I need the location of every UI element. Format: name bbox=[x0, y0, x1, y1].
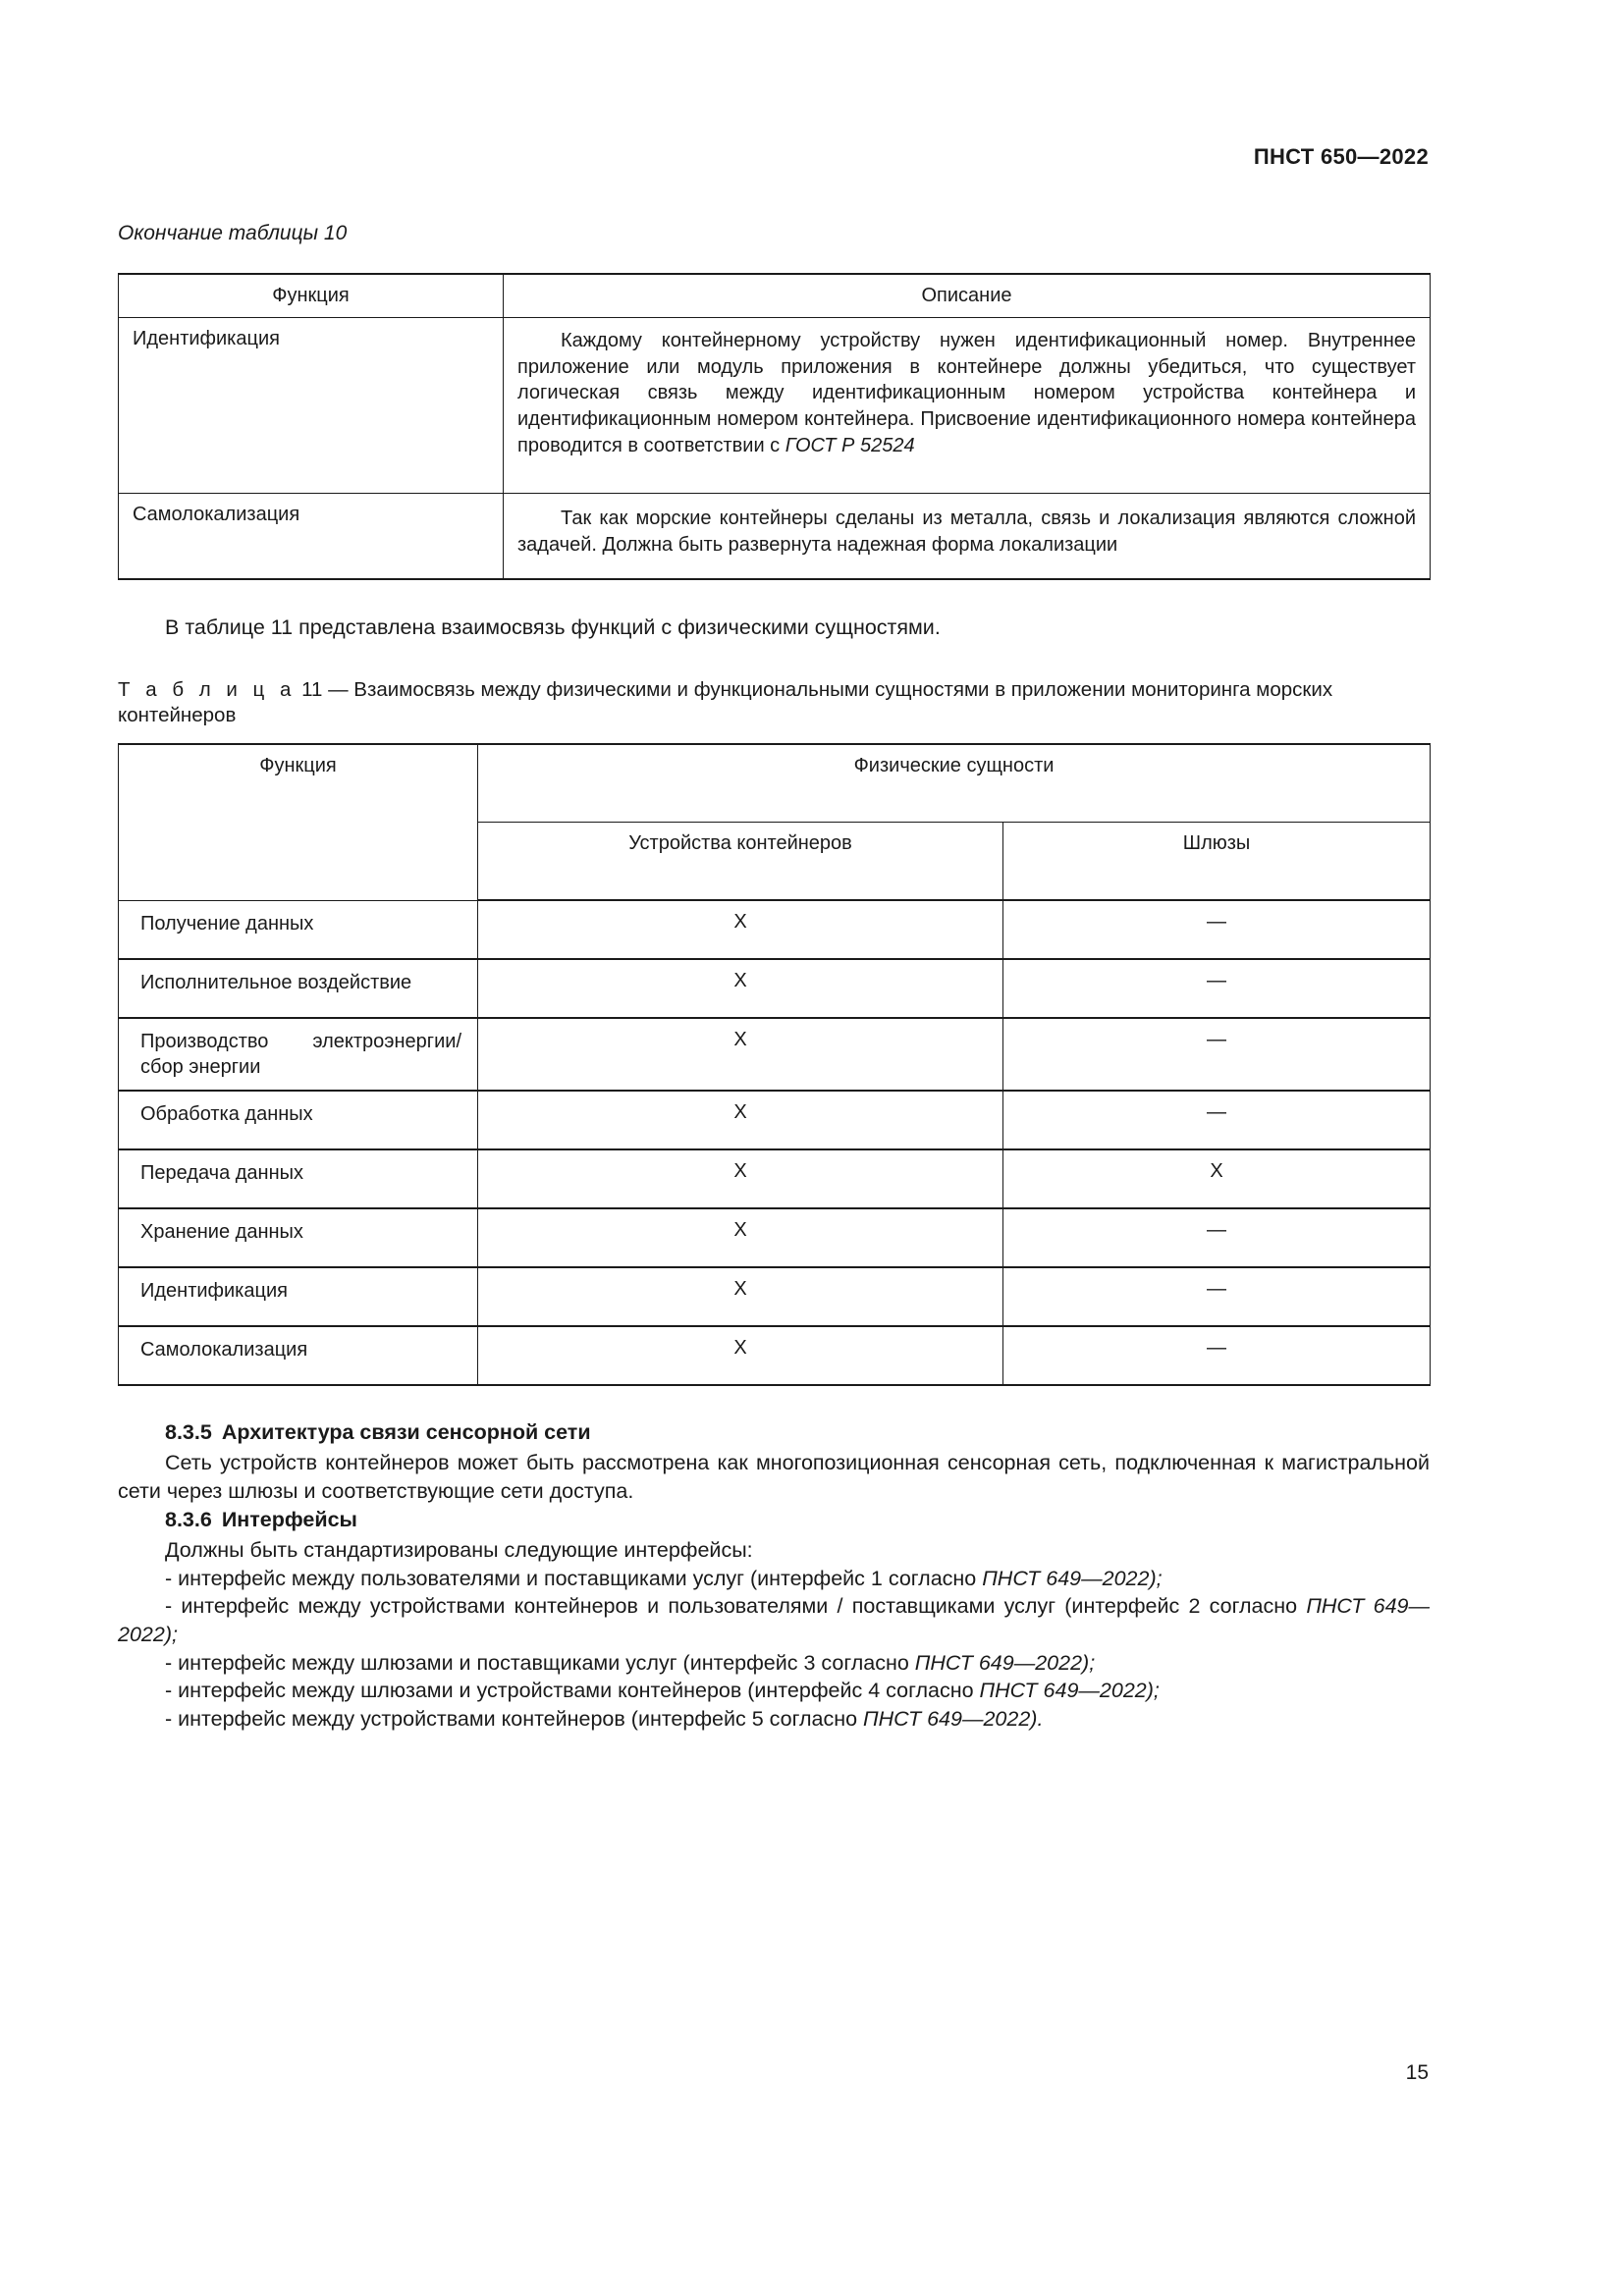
table-11 bbox=[118, 743, 1431, 1386]
table-10-head bbox=[119, 274, 1431, 318]
section-title: Архитектура связи сенсорной сети bbox=[221, 1420, 591, 1445]
standard-reference: ПНСТ 649—2022 bbox=[863, 1706, 1031, 1731]
list-item-text: - интерфейс между шлюзами и устройствами контейнеров (интерфейс 4 согласно bbox=[165, 1679, 980, 1703]
table-11-cell-function: Передача данных bbox=[119, 1149, 478, 1208]
table-row bbox=[119, 494, 1431, 580]
standard-reference: ПНСТ 649—2022 bbox=[982, 1566, 1150, 1590]
list-item bbox=[118, 1705, 1430, 1734]
table-10 bbox=[118, 273, 1431, 580]
list-item bbox=[118, 1677, 1430, 1705]
table-11-cell-function: Исполнительное воздействие bbox=[119, 959, 478, 1018]
table-10-col-function: Функция bbox=[119, 274, 504, 318]
list-item-suffix: ); bbox=[164, 1622, 178, 1646]
description-text: Так как морские контейнеры сделаны из металла, связь и локализация являются сложной задачей. Должна быть развернута надежная форма локализации bbox=[517, 507, 1416, 556]
table-11-cell-gateways: — bbox=[1003, 1267, 1431, 1326]
table-11-cell-devices: X bbox=[478, 1018, 1003, 1091]
list-item bbox=[118, 1592, 1430, 1648]
intro-paragraph: В таблице 11 представлена взаимосвязь функций с физическими сущностями. bbox=[165, 615, 941, 640]
table-row bbox=[119, 1149, 1431, 1208]
table-row bbox=[119, 744, 1431, 823]
table-11-col-group: Физические сущности bbox=[478, 744, 1431, 823]
standard-reference: ГОСТ Р 52524 bbox=[785, 434, 915, 456]
table-11-cell-function: Получение данных bbox=[119, 900, 478, 959]
table-10-cell-description bbox=[504, 318, 1431, 494]
list-item-text: - интерфейс между пользователями и поставщиками услуг (интерфейс 1 согласно bbox=[165, 1566, 983, 1590]
table-row bbox=[119, 900, 1431, 959]
section-8-3-5-heading bbox=[118, 1419, 1430, 1447]
table-10-cell-function: Идентификация bbox=[119, 318, 504, 494]
table-11-col-gateways: Шлюзы bbox=[1003, 823, 1431, 901]
table-11-body bbox=[119, 900, 1431, 1385]
table-11-cell-function: Производство электроэнергии/сбор энергии bbox=[119, 1018, 478, 1091]
table-11-cell-gateways: — bbox=[1003, 1208, 1431, 1267]
list-item bbox=[118, 1649, 1430, 1678]
list-item-text: - интерфейс между шлюзами и поставщиками услуг (интерфейс 3 согласно bbox=[165, 1650, 915, 1675]
standard-reference: ПНСТ 649—2022 bbox=[118, 1594, 1430, 1646]
section-title: Интерфейсы bbox=[221, 1508, 357, 1532]
table-11-cell-function: Хранение данных bbox=[119, 1208, 478, 1267]
section-number: 8.3.5 bbox=[165, 1420, 212, 1445]
table-11-cell-function: Самолокализация bbox=[119, 1326, 478, 1385]
table-11-cell-devices: X bbox=[478, 1208, 1003, 1267]
list-item-suffix: ); bbox=[1149, 1566, 1163, 1590]
list-item-suffix: ). bbox=[1030, 1706, 1044, 1731]
list-item-text: - интерфейс между устройствами контейнеров (интерфейс 5 согласно bbox=[165, 1706, 864, 1731]
running-header: ПНСТ 650—2022 bbox=[1253, 144, 1429, 169]
table-11-caption-label: Т а б л и ц а bbox=[118, 677, 297, 701]
table-10-cell-function: Самолокализация bbox=[119, 494, 504, 580]
table-11-cell-function: Обработка данных bbox=[119, 1091, 478, 1149]
standard-reference: ПНСТ 649—2022 bbox=[914, 1650, 1083, 1675]
table-row bbox=[119, 1208, 1431, 1267]
description-text: Каждому контейнерному устройству нужен идентификационный номер. Внутреннее приложение или модуль приложения в контейнере должны убедиться, что существует логическая связь между идентификационным номером устройства контейнера и идентификационным номером контейнера. Присвоение идентификационного номера контейнера проводится в соответствии с bbox=[517, 330, 1416, 456]
table-11-cell-devices: X bbox=[478, 1091, 1003, 1149]
table-row bbox=[119, 1091, 1431, 1149]
table-10-body bbox=[119, 318, 1431, 580]
table-row bbox=[119, 959, 1431, 1018]
table-11-caption-dash: — bbox=[328, 677, 349, 701]
table-11-col-function: Функция bbox=[119, 744, 478, 900]
table-row bbox=[119, 318, 1431, 494]
list-item-text: - интерфейс между устройствами контейнеров и пользователями / поставщиками услуг (интерфейс 2 согласно bbox=[165, 1594, 1307, 1619]
section-8-3-5 bbox=[118, 1419, 1430, 1505]
table-11-caption bbox=[118, 677, 1430, 729]
list-item-suffix: ); bbox=[1146, 1679, 1160, 1703]
section-8-3-6 bbox=[118, 1507, 1430, 1733]
table-10-cell-description bbox=[504, 494, 1431, 580]
table-10-col-description: Описание bbox=[504, 274, 1431, 318]
list-item-suffix: ); bbox=[1082, 1650, 1096, 1675]
table-row bbox=[119, 1267, 1431, 1326]
table-row bbox=[119, 1018, 1431, 1091]
table-11-cell-gateways: — bbox=[1003, 1326, 1431, 1385]
table-11-cell-devices: X bbox=[478, 1326, 1003, 1385]
table-11-cell-gateways: — bbox=[1003, 1091, 1431, 1149]
table-11-cell-gateways: — bbox=[1003, 1018, 1431, 1091]
standard-reference: ПНСТ 649—2022 bbox=[979, 1679, 1147, 1703]
table-row bbox=[119, 274, 1431, 318]
table-11-col-devices: Устройства контейнеров bbox=[478, 823, 1003, 901]
section-8-3-6-heading bbox=[118, 1507, 1430, 1534]
table-row bbox=[119, 1326, 1431, 1385]
table-11-caption-text: Взаимосвязь между физическими и функциональными сущностями в приложении мониторинга морских контейнеров bbox=[118, 677, 1333, 727]
table-11-caption-number: 11 bbox=[301, 677, 323, 701]
table-10-continuation-label: Окончание таблицы 10 bbox=[118, 222, 348, 244]
list-item bbox=[118, 1565, 1430, 1593]
table-11-head bbox=[119, 744, 1431, 900]
table-11-cell-gateways: — bbox=[1003, 900, 1431, 959]
page-content bbox=[118, 221, 1430, 1733]
table-11-cell-gateways: — bbox=[1003, 959, 1431, 1018]
table-11-cell-gateways: X bbox=[1003, 1149, 1431, 1208]
section-8-3-5-body: Сеть устройств контейнеров может быть рассмотрена как многопозиционная сенсорная сеть, подключенная к магистральной сети через шлюзы и соответствующие сети доступа. bbox=[118, 1451, 1430, 1503]
page-number: 15 bbox=[1405, 2061, 1429, 2084]
table-11-cell-function: Идентификация bbox=[119, 1267, 478, 1326]
section-number: 8.3.6 bbox=[165, 1508, 212, 1532]
table-11-cell-devices: X bbox=[478, 900, 1003, 959]
table-11-cell-devices: X bbox=[478, 1267, 1003, 1326]
section-8-3-6-lead: Должны быть стандартизированы следующие интерфейсы: bbox=[165, 1538, 753, 1563]
table-11-cell-devices: X bbox=[478, 959, 1003, 1018]
table-11-cell-devices: X bbox=[478, 1149, 1003, 1208]
